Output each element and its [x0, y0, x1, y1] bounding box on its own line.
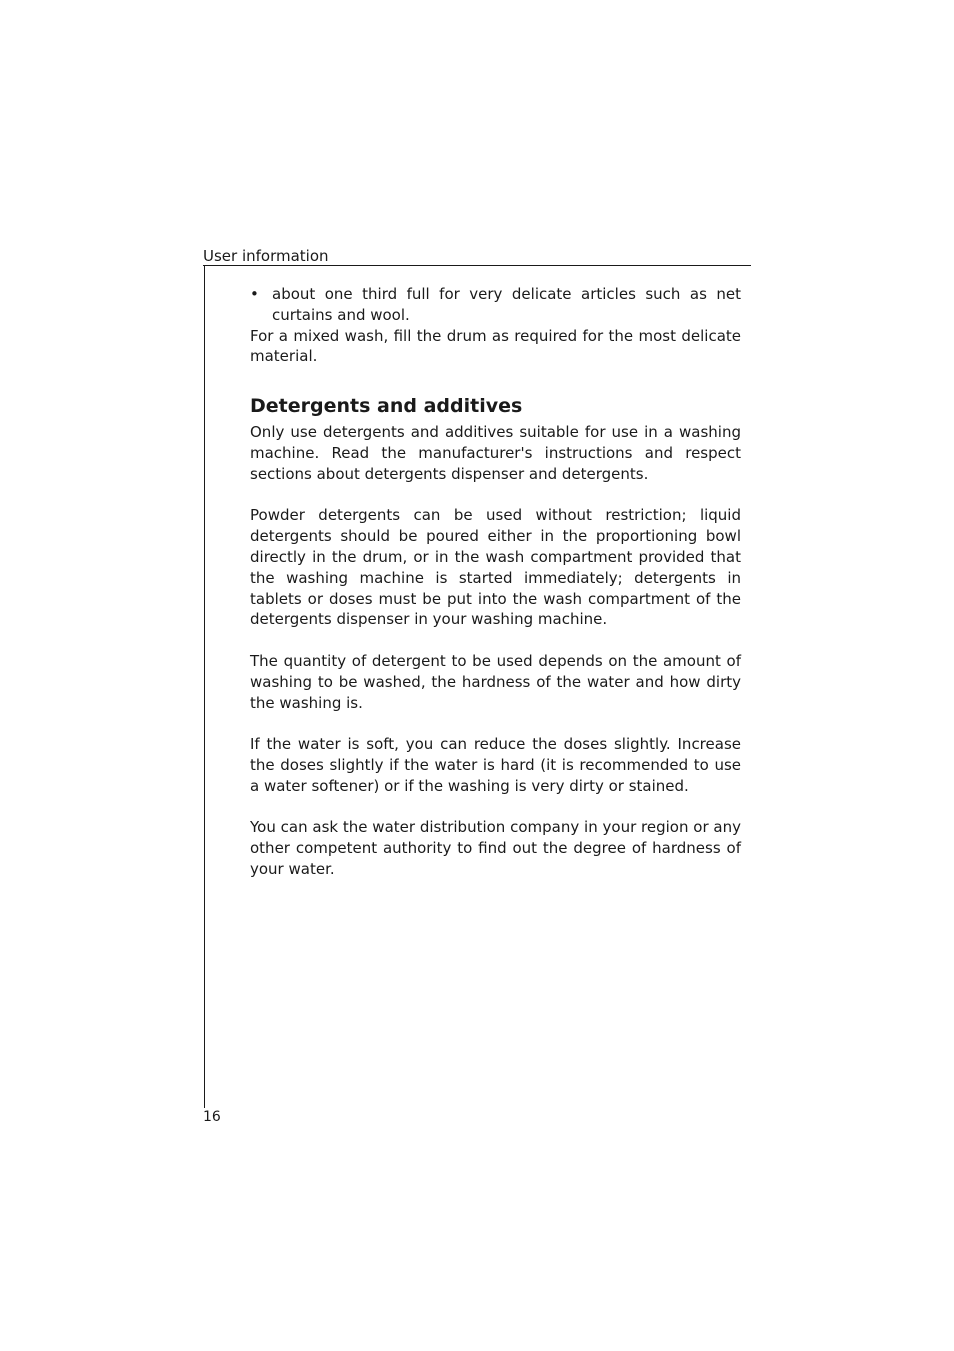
- mixed-wash-paragraph: For a mixed wash, fill the drum as required for the most delicate material.: [250, 326, 741, 366]
- section-label: User information: [203, 247, 329, 265]
- bullet-list-item: [250, 284, 741, 326]
- left-margin-rule: [204, 265, 205, 1108]
- header-rule: [203, 265, 751, 266]
- paragraph-water-company: You can ask the water distribution company in your region or any other competent authority to find out the degree of hardness of your water.: [250, 818, 741, 878]
- page-number: 16: [203, 1109, 221, 1125]
- page-content: [250, 284, 741, 880]
- bullet-icon: •: [250, 285, 259, 303]
- paragraph-detergent-types: Powder detergents can be used without restriction; liquid detergents should be poured either in the proportioning bowl directly in the drum, or in the wash compartment provided that the washing machine is started immediately; detergents in tablets or doses must be put into the wash compartment of the detergents dispenser in your washing machine.: [250, 506, 741, 629]
- bullet-text: about one third full for very delicate articles such as net curtains and wool.: [272, 285, 741, 324]
- section-heading: Detergents and additives: [250, 395, 523, 418]
- paragraph-water-hardness: If the water is soft, you can reduce the doses slightly. Increase the doses slightly if the water is hard (it is recommended to use a water softener) or if the washing is very dirty or stained.: [250, 735, 741, 795]
- paragraph-usage: Only use detergents and additives suitable for use in a washing machine. Read the manufacturer's instructions and respect sections about detergents dispenser and detergents.: [250, 423, 741, 483]
- paragraph-quantity: The quantity of detergent to be used depends on the amount of washing to be washed, the hardness of the water and how dirty the washing is.: [250, 651, 741, 712]
